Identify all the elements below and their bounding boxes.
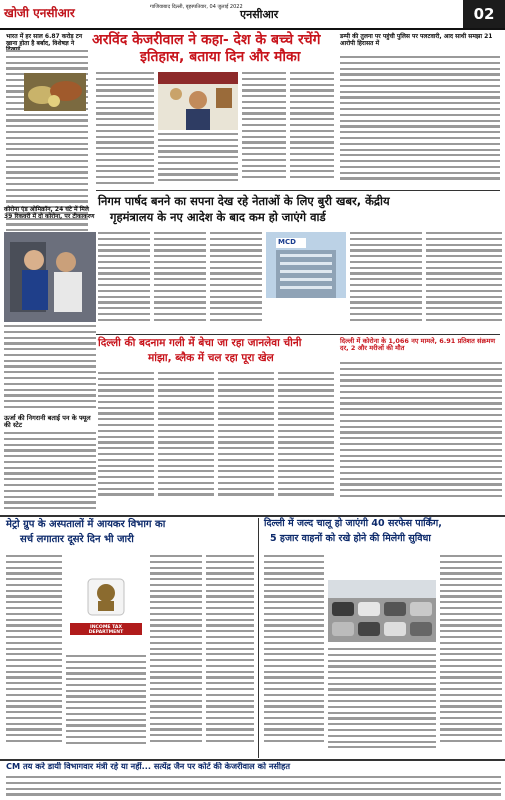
parking-col1 <box>264 555 324 755</box>
divider <box>258 518 259 758</box>
food-waste-image <box>24 73 86 111</box>
nigam-col3 <box>210 232 262 332</box>
parking-photo <box>328 580 436 642</box>
parking-col2 <box>328 648 436 756</box>
nigam-col6 <box>426 232 502 332</box>
main-headline-line1: अरविंद केजरीवाल ने कहा- देश के बच्चे रचेंगे <box>92 32 321 48</box>
bottom-body <box>6 776 501 798</box>
manjha-headline-line1: दिल्ली की बदनाम गली में बेचा जा रहा जानलेवा चीनी <box>98 337 302 349</box>
issue-date: गाजियाबाद दिल्ली, बृहस्पतिवार, 04 जुलाई 2022 <box>150 4 243 10</box>
right-top-body <box>340 56 500 188</box>
masthead <box>0 0 505 30</box>
parking-image <box>328 580 436 642</box>
parking-headline-line1: दिल्ली में जल्द चालू हो जाएंगी 40 सरफेस पार्किंग, <box>264 518 442 529</box>
food-waste-photo <box>24 73 86 111</box>
divider <box>0 515 505 517</box>
metro-col1 <box>6 555 62 755</box>
manjha-headline-line2: मांझा, ब्लैक में चल रहा पूरा खेल <box>148 352 274 364</box>
main-story-col4 <box>290 72 334 187</box>
nigam-headline-line2: गृहमंत्रालय के नए आदेश के बाद कम हो जाएंगे वार्ड <box>110 210 326 224</box>
income-tax-label: INCOME TAX DEPARTMENT <box>88 625 124 635</box>
divider <box>96 334 500 335</box>
mcd-label: MCD <box>278 238 296 246</box>
income-tax-logo <box>66 575 146 649</box>
divider <box>96 190 500 191</box>
metro-headline-line2: सर्च लगातार दूसरे दिन भी जारी <box>20 534 134 545</box>
left-mid-body-2 <box>4 432 96 512</box>
income-tax-emblem <box>66 575 146 649</box>
main-headline-line2: इतिहास, बताया दिन और मौका <box>140 49 301 65</box>
right-top-headline: डम्पी की तुलना पर पहुंची पुलिस पर पलटवारी, आद साथी समझा 21 आरोपी हिरासत में <box>340 33 493 47</box>
nigam-col5 <box>350 232 422 332</box>
kejriwal-image <box>158 72 238 130</box>
metro-col3 <box>150 555 202 755</box>
main-story-col2 <box>158 133 238 188</box>
metro-col4 <box>206 555 254 755</box>
main-story-col1 <box>96 72 154 187</box>
vaccination-photo <box>4 232 96 322</box>
nigam-col2 <box>154 232 206 332</box>
page-number: 02 <box>463 0 505 28</box>
parking-col3 <box>440 555 502 755</box>
bottom-headline: CM तय करे डायी विभागवार मंत्री रहे या नहीं... सत्येंद्र जैन पर कोर्ट की केजरीवाल को नसीहत <box>6 762 291 771</box>
parking-headline-line2: 5 हजार वाहनों को रखे होने की मिलेगी सुविधा <box>270 533 431 544</box>
left-mid-headline: ऊर्जा की निगरानी बताई पन के फ्यूल की स्टेट <box>4 414 91 430</box>
divider <box>0 759 505 761</box>
corona-right-body <box>340 362 502 512</box>
manjha-col2 <box>158 372 214 512</box>
nigam-col1 <box>98 232 150 332</box>
manjha-col3 <box>218 372 274 512</box>
vaccination-image <box>4 232 96 322</box>
left-mid-body <box>4 325 96 415</box>
corona-box-headline: कोरोना एंड ओमिक्रॉन, 24 घंटे में मिले 39 रिकवरी में दो कोरोना, पर टीकाकरण <box>4 206 95 220</box>
left-top-headline: भारत में हर साल 6.87 करोड़ टन खाना होता है बर्बाद, विशेषज्ञ ने <box>6 33 83 47</box>
corona-right-headline: दिल्ली में कोरोना के 1,066 नए मामले, 6.91 प्रतिशत संक्रमण दर, 2 और मरीजों की मौत <box>340 337 496 353</box>
mcd-building-photo <box>266 232 346 298</box>
manjha-col1 <box>98 372 154 512</box>
main-story-col3 <box>242 72 286 187</box>
metro-headline-line1: मेट्रो ग्रुप के अस्पतालों में आयकर विभाग का <box>6 519 166 530</box>
nigam-headline-line1: निगम पार्षद बनने का सपना देख रहे नेताओं के लिए बुरी खबर, केंद्रीय <box>98 194 390 208</box>
metro-col2 <box>66 655 146 755</box>
newspaper-logo: खोजी एनसीआर <box>4 6 75 20</box>
section-title: एनसीआर <box>240 8 279 21</box>
kejriwal-photo <box>158 72 238 130</box>
manjha-col4 <box>278 372 334 512</box>
